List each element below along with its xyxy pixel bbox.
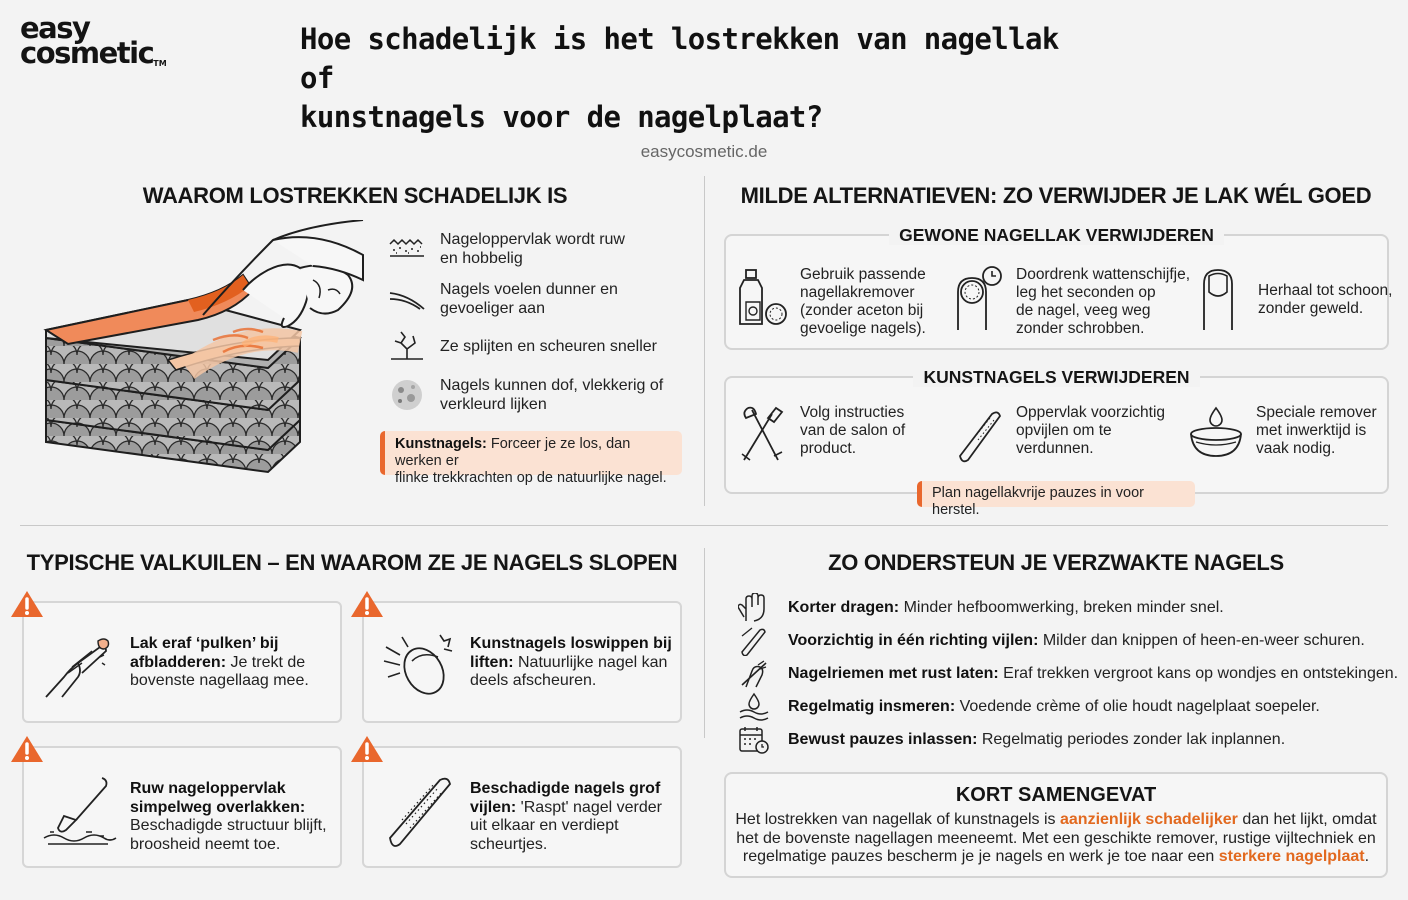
- nail-file-icon: [954, 404, 1004, 470]
- step-line: zonder schrobben.: [1016, 320, 1145, 337]
- polish-removal-box: [724, 225, 1393, 350]
- summary-part: het de bovenste nagellagen meeneemt. Met een geschikte remover, rustige vijltechniek en: [736, 829, 1376, 847]
- pitfall-text: [470, 635, 676, 691]
- artificial-nails-callout: [380, 431, 682, 486]
- pitfall-detail: Beschadigde structuur blijft,: [130, 817, 327, 834]
- pitfall-card: [362, 601, 682, 723]
- callout-text-1: Forceer je ze los, dan werken er: [395, 436, 631, 469]
- crack-icon: [388, 327, 426, 365]
- summary-text: [726, 811, 1386, 867]
- tip-text: Regelmatig periodes zonder lak inplannen.: [977, 731, 1286, 748]
- short-nails-hand-icon: [738, 593, 770, 623]
- stain-icon: [388, 376, 426, 414]
- step-line: Oppervlak voorzichtig: [1016, 404, 1166, 421]
- harm-item: [388, 229, 698, 269]
- step-line: (zonder aceton bij: [800, 302, 924, 319]
- pause-callout: Plan nagellakvrije pauzes in voor herstel.: [917, 481, 1195, 507]
- pitfall-card: [362, 746, 682, 868]
- logo-line-2: [20, 36, 167, 70]
- pitfalls-heading: TYPISCHE VALKUILEN – EN WAAROM ZE JE NAGELS SLOPEN: [26, 550, 678, 575]
- nail-layers-illustration: [38, 220, 368, 475]
- title-line-1: Hoe schadelijk is het lostrekken van nagellak of: [300, 22, 1059, 95]
- tip-text: Eraf trekken vergroot kans op wondjes en ontstekingen.: [998, 665, 1399, 682]
- polish-step: [738, 266, 938, 338]
- step-line: met inwerktijd is: [1256, 422, 1367, 439]
- step-line: vaak nodig.: [1256, 440, 1336, 457]
- title-line-2: kunstnagels voor de nagelplaat?: [300, 100, 823, 134]
- tip-bold: Voorzichtig in één richting vijlen:: [788, 632, 1039, 649]
- soak-bowl-icon: [1188, 404, 1244, 470]
- pitfall-card: [22, 746, 342, 868]
- finger-nail-icon: [1196, 266, 1246, 332]
- pitfall-bold: simpelweg overlakken:: [130, 798, 306, 816]
- harm-item-line1: Nageloppervlak wordt ruw: [440, 231, 625, 248]
- thin-nail-icon: [388, 280, 426, 318]
- brand-logo: [20, 11, 167, 70]
- summary-highlight: sterkere nagelplaat: [1218, 848, 1365, 865]
- logo-word: cosmetic: [20, 36, 154, 70]
- harm-list: [388, 229, 698, 415]
- pitfall-detail: bovenste nagellaag mee.: [130, 672, 309, 689]
- pitfall-detail: deels afscheuren.: [470, 672, 597, 689]
- no-cuticle-pushing-icon: [738, 659, 770, 689]
- pitfall-detail: scheurtjes.: [470, 835, 548, 853]
- harm-item-line2: gevoeliger aan: [440, 300, 545, 317]
- step-line: zonder geweld.: [1258, 300, 1364, 317]
- support-tip: [738, 659, 1398, 689]
- tip-bold: Regelmatig insmeren:: [788, 698, 956, 715]
- trademark: TM: [153, 59, 167, 68]
- tip-text: Milder dan knippen of heen-en-weer schuren.: [1038, 632, 1365, 649]
- page-title: [300, 20, 1100, 137]
- artificial-step-text: [1016, 404, 1165, 458]
- warning-icon: [10, 589, 44, 619]
- pitfall-text: [130, 780, 336, 854]
- harm-item-line1: Nagels voelen dunner en: [440, 281, 618, 298]
- artificial-step: [1188, 404, 1388, 470]
- step-line: Doordrenk wattenschijfje,: [1016, 266, 1191, 283]
- summary-box: [724, 772, 1388, 878]
- tip-bold: Bewust pauzes inlassen:: [788, 731, 978, 748]
- pitfall-bold: Lak eraf ‘pulken’ bij: [130, 635, 279, 652]
- harm-item: [388, 375, 698, 415]
- salon-tools-icon: [738, 404, 788, 470]
- bottom-divider: [704, 548, 705, 738]
- cotton-pad-timer-icon: [954, 266, 1004, 332]
- artificial-step-text: [1256, 404, 1377, 458]
- rough-surface-icon: [388, 230, 426, 268]
- support-tip: [738, 626, 1365, 656]
- polish-step-text: [1016, 266, 1190, 338]
- harm-item-line2: en hobbelig: [440, 250, 523, 267]
- support-tip: [738, 725, 1285, 755]
- horizontal-divider: [20, 525, 1388, 526]
- warning-icon: [350, 734, 384, 764]
- file-one-direction-icon: [738, 626, 770, 656]
- artificial-step: [954, 404, 1194, 470]
- polish-step: [954, 266, 1194, 338]
- brush-polish-icon: [42, 772, 118, 848]
- artificial-removal-heading: KUNSTNAGELS VERWIJDEREN: [913, 367, 1199, 387]
- callout-bold: Kunstnagels:: [395, 436, 487, 452]
- harm-item: [388, 329, 698, 363]
- tip-bold: Korter dragen:: [788, 599, 900, 616]
- support-heading: ZO ONDERSTEUN JE VERZWAKTE NAGELS: [828, 550, 1284, 575]
- step-line: Gebruik passende: [800, 266, 926, 283]
- pitfall-detail: Je trekt de: [226, 653, 306, 671]
- polish-step-text: [1258, 266, 1392, 318]
- alternatives-heading: MILDE ALTERNATIEVEN: ZO VERWIJDER JE LAK WÉL GOED: [740, 183, 1372, 208]
- step-line: nagellakremover: [800, 284, 915, 301]
- summary-part: regelmatige pauzes bescherm je je nagels en werk je toe naar een: [742, 848, 1219, 865]
- pitfall-bold: afbladderen:: [130, 653, 227, 671]
- pitfall-bold: Kunstnagels loswippen bij: [470, 635, 672, 652]
- polish-removal-heading: GEWONE NAGELLAK VERWIJDEREN: [889, 225, 1224, 245]
- picking-polish-icon: [42, 627, 118, 703]
- step-line: product.: [800, 440, 857, 457]
- harm-item-line2: verkleurd lijken: [440, 396, 547, 413]
- coarse-file-icon: [382, 772, 458, 848]
- callout-text-2: flinke trekkrachten op de natuurlijke nagel.: [395, 470, 667, 486]
- logo-line-1: easy: [20, 11, 90, 45]
- summary-highlight: aanzienlijk schadelijker: [1060, 811, 1238, 828]
- swipe-nail-icon: [382, 627, 458, 703]
- harm-heading: WAAROM LOSTREKKEN SCHADELIJK IS: [142, 183, 568, 208]
- calendar-icon: [738, 725, 770, 755]
- harm-item-line1: Ze splijten en scheuren sneller: [440, 337, 658, 355]
- warning-icon: [10, 734, 44, 764]
- tip-text: Voedende crème of olie houdt nagelplaat soepeler.: [955, 698, 1320, 715]
- step-line: de nagel, veeg weg: [1016, 302, 1151, 319]
- summary-part: Het lostrekken van nagellak of kunstnagels is: [735, 811, 1060, 828]
- pitfall-text: [130, 635, 336, 691]
- artificial-removal-box: [724, 367, 1389, 494]
- pitfall-bold: Ruw nageloppervlak: [130, 780, 286, 797]
- support-tip: [738, 692, 1320, 722]
- pitfall-card: [22, 601, 342, 723]
- summary-heading: KORT SAMENGEVAT: [955, 784, 1157, 806]
- pitfall-bold: vijlen:: [470, 798, 517, 816]
- polish-step: [1196, 266, 1396, 332]
- step-line: verdunnen.: [1016, 440, 1094, 457]
- tip-bold: Nagelriemen met rust laten:: [788, 665, 999, 682]
- step-line: Speciale remover: [1256, 404, 1377, 421]
- warning-icon: [350, 589, 384, 619]
- oil-drop-icon: [738, 692, 770, 722]
- artificial-step-text: [800, 404, 905, 458]
- step-line: gevoelige nagels).: [800, 320, 926, 337]
- pitfall-bold: Beschadigde nagels grof: [470, 780, 661, 797]
- summary-part: .: [1364, 848, 1370, 865]
- step-line: van de salon of: [800, 422, 906, 439]
- step-line: opvijlen om te: [1016, 422, 1112, 439]
- tip-text: Minder hefboomwerking, breken minder snel.: [899, 599, 1224, 616]
- top-divider: [704, 176, 705, 506]
- step-line: Volg instructies: [800, 404, 905, 421]
- step-line: leg het seconden op: [1016, 284, 1156, 301]
- pitfall-detail: 'Raspt' nagel verder: [516, 798, 662, 816]
- site-url: easycosmetic.de: [640, 142, 768, 161]
- polish-step-text: [800, 266, 926, 338]
- pitfall-detail: broosheid neemt toe.: [130, 835, 281, 853]
- pitfall-detail: Natuurlijke nagel kan: [513, 653, 668, 671]
- pitfall-detail: uit elkaar en verdiept: [470, 817, 619, 834]
- artificial-step: [738, 404, 948, 470]
- step-line: Herhaal tot schoon,: [1258, 282, 1393, 299]
- pitfall-bold: liften:: [470, 653, 514, 671]
- summary-part: dan het lijkt, omdat: [1237, 811, 1377, 828]
- harm-item-line1: Nagels kunnen dof, vlekkerig of: [440, 377, 664, 394]
- pitfall-text: [470, 780, 676, 854]
- support-tip: [738, 593, 1224, 623]
- remover-bottle-icon: [738, 266, 788, 332]
- harm-item: [388, 279, 698, 319]
